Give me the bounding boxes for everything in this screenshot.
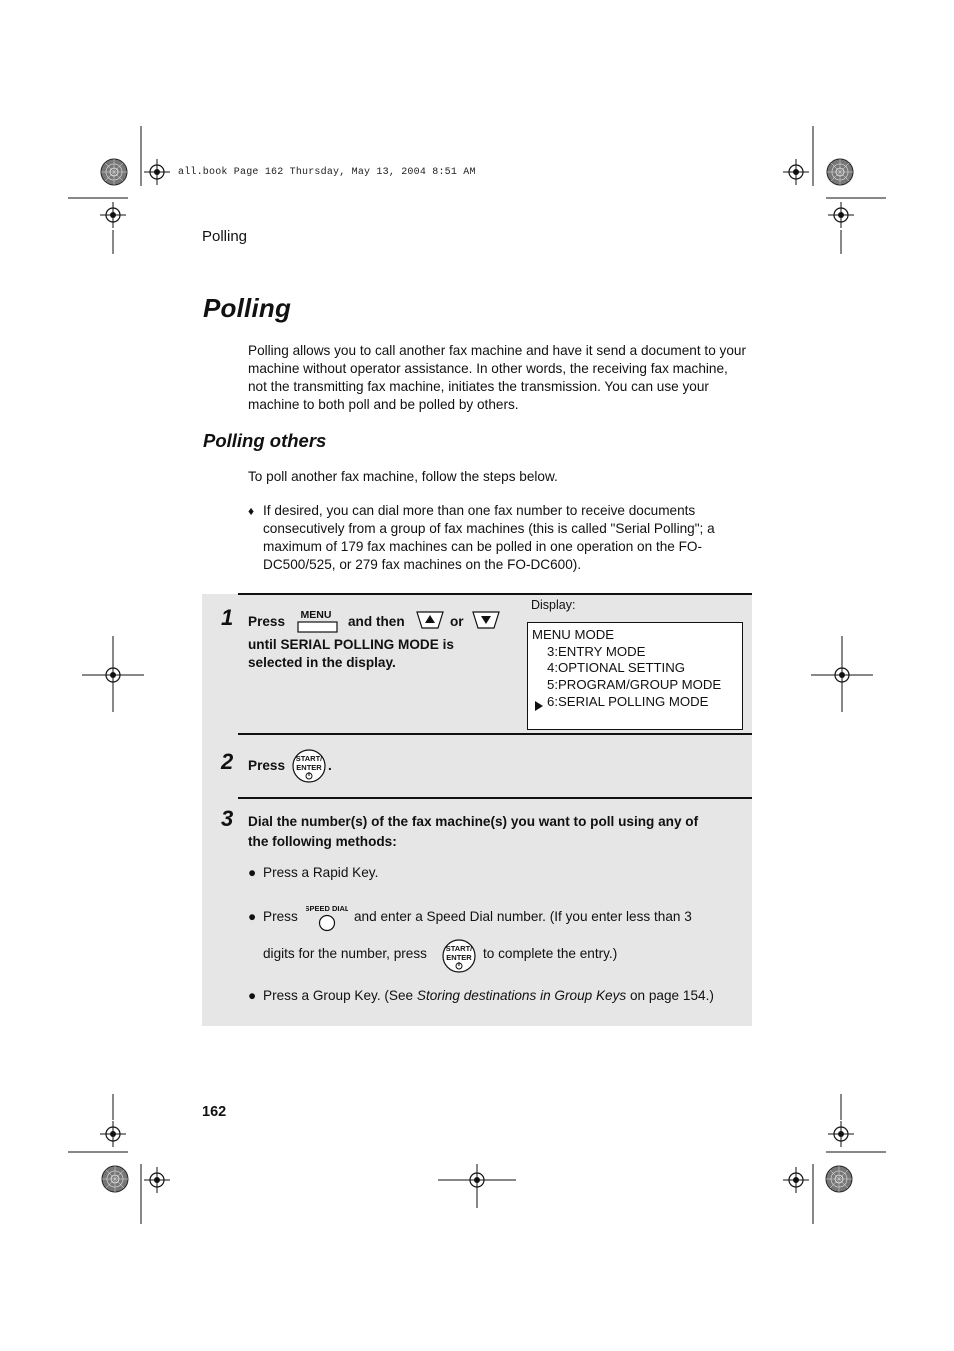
step-1-number: 1 — [221, 605, 234, 630]
registration-crosshair-icon — [144, 1167, 170, 1193]
step-1-and-then: and then — [348, 614, 405, 629]
note-bullet — [248, 502, 748, 574]
start-enter-key — [442, 939, 478, 978]
svg-text:START/: START/ — [445, 944, 473, 953]
display-panel — [527, 622, 743, 730]
method-3-text — [263, 987, 714, 1005]
section-title: Polling others — [203, 430, 327, 451]
method-3-reference: Storing destinations in Group Keys — [416, 988, 627, 1003]
registration-starburst-icon — [101, 159, 127, 185]
display-line: MENU MODE — [532, 627, 615, 642]
registration-crosshair-icon — [828, 202, 854, 228]
display-label: Display: — [531, 598, 576, 612]
intro-paragraph: Polling allows you to call another fax machine and have it send a document to your machine without operator assistance. In other words, the receiving fax machine, not the transmitting fax machine, initiates the transmission. You can use your machine to both poll and be polled by others. — [248, 343, 746, 412]
method-3-part-b: on page 154.) — [626, 988, 714, 1003]
registration-starburst-icon — [826, 1166, 852, 1192]
note-text: If desired, you can dial more than one fax number to receive documents consecutively from a group of fax machines (this is called "Serial Polling"; a maximum of 179 fax machines can be polled in one operation on the FO-DC500/525, or 279 fax machines on the FO-DC600). — [263, 503, 715, 572]
display-line: 3:ENTRY MODE — [547, 644, 646, 659]
registration-crosshair-icon — [783, 1167, 809, 1193]
diamond-bullet-icon: ♦ — [248, 504, 255, 518]
down-arrow-key-icon — [470, 610, 502, 635]
method-1-text: Press a Rapid Key. — [263, 865, 379, 880]
menu-key-icon — [297, 606, 339, 634]
display-line-selected: 6:SERIAL POLLING MODE — [547, 694, 709, 709]
registration-crosshair-icon — [783, 159, 809, 185]
registration-starburst-icon — [102, 1166, 128, 1192]
divider — [238, 733, 752, 735]
svg-text:ENTER: ENTER — [446, 953, 472, 962]
display-line: 5:PROGRAM/GROUP MODE — [547, 677, 722, 692]
lead-text: To poll another fax machine, follow the steps below. — [248, 469, 558, 484]
svg-text:SPEED DIAL: SPEED DIAL — [306, 904, 348, 913]
method-3-part-a: Press a Group Key. (See — [263, 988, 417, 1003]
step-1-text — [248, 606, 523, 672]
step-1-press: Press — [248, 614, 286, 629]
registration-crosshair-icon — [100, 1121, 126, 1147]
step-3-line1: Dial the number(s) of the fax machine(s) you want to poll using any of — [248, 814, 699, 829]
bullet-dot-icon: ● — [248, 909, 257, 924]
print-info: all.book Page 162 Thursday, May 13, 2004 8:51 AM — [178, 167, 476, 178]
speed-dial-key-icon — [306, 902, 348, 934]
svg-text:START/: START/ — [295, 754, 323, 763]
registration-crosshair-icon — [144, 159, 170, 185]
running-head: Polling — [202, 228, 248, 245]
divider — [238, 797, 752, 799]
step-2-period: . — [328, 758, 332, 773]
svg-text:MENU: MENU — [300, 609, 332, 621]
registration-crosshair-icon — [828, 1121, 854, 1147]
start-enter-key-icon — [442, 939, 478, 973]
method-2-line2-end: to complete the entry.) — [483, 946, 618, 961]
bullet-dot-icon: ● — [248, 865, 257, 880]
divider — [238, 593, 752, 595]
step-1-line3: selected in the display. — [248, 655, 396, 670]
step-3-text — [248, 813, 743, 851]
start-enter-key — [292, 749, 328, 788]
start-enter-key-icon — [292, 749, 328, 783]
up-arrow-key-icon — [414, 610, 446, 635]
svg-text:ENTER: ENTER — [296, 763, 322, 772]
selection-arrow-icon — [535, 698, 543, 716]
page-title: Polling — [203, 293, 292, 323]
step-2-press: Press — [248, 758, 286, 773]
step-1-line2: until SERIAL POLLING MODE is — [248, 637, 454, 652]
method-2-rest: and enter a Speed Dial number. (If you enter less than 3 — [354, 909, 692, 924]
step-2-number: 2 — [221, 749, 234, 774]
step-1-or: or — [450, 614, 464, 629]
menu-key — [297, 606, 339, 639]
step-3-number: 3 — [221, 806, 234, 831]
method-2-line2: digits for the number, press — [263, 946, 427, 961]
registration-starburst-icon — [827, 159, 853, 185]
bullet-dot-icon: ● — [248, 988, 257, 1003]
registration-crosshair-icon — [100, 202, 126, 228]
page-number: 162 — [202, 1104, 227, 1120]
step-3-line2: the following methods: — [248, 834, 397, 849]
method-2-press: Press — [263, 909, 298, 924]
display-line: 4:OPTIONAL SETTING — [547, 660, 686, 675]
speed-dial-key — [306, 902, 348, 939]
